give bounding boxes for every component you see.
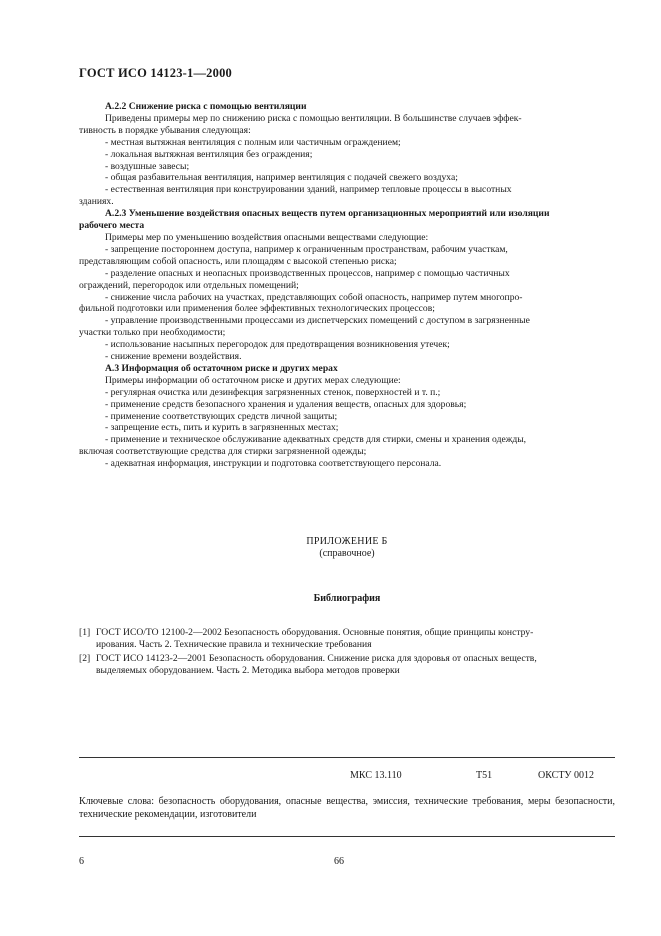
a22-item: - воздушные завесы; (105, 160, 190, 172)
a23-item: - разделение опасных и неопасных производственных процессов, например с помощью частичных (105, 267, 510, 279)
a22-item: - локальная вытяжная вентиляция без ограждения; (105, 148, 313, 160)
a22-item: - общая разбавительная вентиляция, например вентиляция с подачей свежего воздуха; (105, 172, 458, 184)
bibliography-item (79, 627, 615, 651)
mks-code: МКС 13.110 (350, 770, 402, 781)
a23-item: - снижение времени воздействия. (105, 351, 242, 363)
appendix-subtitle: (справочное) (319, 548, 375, 559)
a3-item: - адекватная информация, инструкции и подготовка соответствующего персонала. (105, 458, 442, 470)
main-text (79, 101, 615, 470)
a23-item-cont: фильной подготовки или применения более эффективных технологических процессов; (79, 303, 435, 315)
a23-item: - снижение числа рабочих на участках, представляющих собой опасность, например путем многопро- (105, 291, 523, 303)
reference-line: ГОСТ ИСО/ТО 12100-2—2002 Безопасность оборудования. Основные понятия, общие принципы констру- (96, 627, 534, 638)
heading-a3: А.3 Информация об остаточном риске и других мерах (105, 362, 338, 374)
a3-item: - применение и техническое обслуживание адекватных средств для стирки, смены и хранения одежды, (105, 434, 527, 446)
a23-item: - управление производственными процессами из диспетчерских помещений с доступом в загрязненные (105, 315, 530, 327)
a23-item: - запрещение постороннем доступа, например к ограниченным пространствам, рабочим участкам, (105, 243, 508, 255)
a23-item-cont: ограждений, перегородок или отдельных помещений; (79, 279, 299, 291)
a23-item-cont: представляющим собой опасность, или площадям с высокой степенью риска; (79, 255, 397, 267)
reference-text (96, 653, 615, 677)
okstu-code: ОКСТУ 0012 (538, 770, 595, 781)
a23-item: - использование насыпных перегородок для предотвращения возникновения утечек; (105, 339, 450, 351)
reference-number: [2] (79, 652, 91, 664)
a3-item: - применение средств безопасного хранения и удаления веществ, опасных для здоровья; (105, 398, 467, 410)
divider-bottom (79, 836, 615, 837)
a3-item: - запрещение есть, пить и курить в загрязненных местах; (105, 422, 339, 434)
a3-intro: Примеры информации об остаточном риске и других мерах следующие: (105, 374, 401, 386)
a22-item: - местная вытяжная вентиляция с полным или частичным ограждением; (105, 136, 401, 148)
a22-item-cont: зданиях. (79, 196, 114, 208)
a23-intro: Примеры мер по уменьшению воздействия опасными веществами следующие: (105, 231, 429, 243)
page-number-left: 6 (79, 856, 84, 867)
page-number-center: 66 (334, 856, 344, 867)
reference-text (96, 627, 615, 651)
a3-item: - регулярная очистка или дезинфекция загрязненных стенок, поверхностей и т. п.; (105, 386, 441, 398)
a22-item: - естественная вентиляция при конструировании зданий, например тепловые процессы в высотных (105, 184, 512, 196)
bibliography-list (79, 627, 615, 679)
reference-number: [1] (79, 627, 91, 638)
t-code: Т51 (476, 770, 493, 781)
reference-line: ГОСТ ИСО 14123-2—2001 Безопасность оборудования. Снижение риска для здоровья от опасных веществ, (96, 652, 537, 664)
a22-intro-line2: тивность в порядке убывания следующая: (79, 124, 251, 136)
keywords: Ключевые слова: безопасность оборудования, опасные вещества, эмиссия, технические требования, меры безопасности, технические рекомендации, изготовители (79, 796, 615, 820)
a23-item-cont: участки только при необходимости; (79, 327, 226, 339)
heading-a23: А.2.3 Уменьшение воздействия опасных веществ путем организационных мероприятий или изоляции (105, 208, 550, 220)
bibliography-title: Библиография (313, 593, 381, 604)
a22-intro-line1: Приведены примеры мер по снижению риска с помощью вентиляции. В большинстве случаев эффек- (105, 112, 522, 124)
heading-a23-cont: рабочего места (79, 220, 145, 232)
a3-item-cont: включая соответствующие средства для стирки загрязненной одежды; (79, 446, 367, 458)
reference-line: выделяемых оборудованием. Часть 2. Методика выбора методов проверки (96, 664, 400, 676)
reference-line: ирования. Часть 2. Технические правила и технические требования (96, 638, 372, 650)
appendix-title: ПРИЛОЖЕНИЕ Б (306, 536, 388, 547)
divider-top (79, 757, 615, 758)
a3-item: - применение соответствующих средств личной защиты; (105, 410, 338, 422)
heading-a22: А.2.2 Снижение риска с помощью вентиляции (105, 101, 307, 112)
bibliography-item (79, 653, 615, 677)
document-header: ГОСТ ИСО 14123-1—2000 (79, 66, 232, 80)
